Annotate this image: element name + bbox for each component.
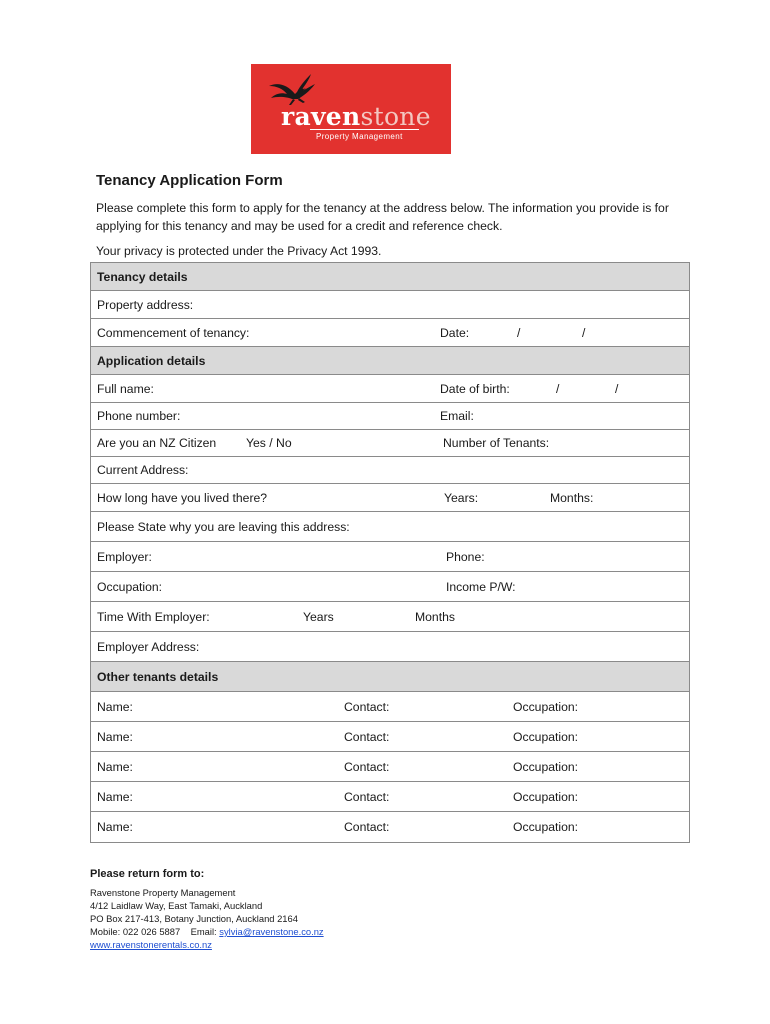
field-label: Phone number: [97, 409, 181, 423]
section-title: Other tenants details [97, 669, 219, 684]
property-address-field[interactable] [91, 291, 689, 319]
field-label: Occupation: [513, 729, 579, 744]
field-label: Commencement of tenancy: [97, 325, 250, 340]
section-header-tenancy [91, 263, 689, 291]
field-label: Are you an NZ Citizen [97, 436, 217, 450]
field-label: Contact: [344, 699, 390, 714]
employer-address-field[interactable] [91, 632, 689, 662]
website-link[interactable]: www.ravenstonerentals.co.nz [90, 939, 212, 950]
return-company: Ravenstone Property Management [90, 887, 236, 898]
return-address-block [90, 868, 324, 951]
application-form [90, 262, 690, 843]
other-tenant-row[interactable] [91, 782, 689, 812]
other-tenant-row[interactable] [91, 692, 689, 722]
field-label: Contact: [344, 729, 390, 744]
field-label: Date of birth: [440, 381, 510, 396]
email-label: Email: [190, 926, 217, 937]
field-label: Name: [97, 699, 133, 714]
field-label: Please State why you are leaving this address: [97, 519, 350, 534]
phone-number-field[interactable] [91, 403, 689, 430]
how-long-field[interactable] [91, 484, 689, 512]
logo-wordmark: ravenstone [281, 102, 431, 131]
field-label: Name: [97, 820, 133, 834]
privacy-text: Your privacy is protected under the Privacy Act 1993. [96, 244, 382, 258]
field-label: Occupation: [97, 579, 163, 594]
field-label: Contact: [344, 820, 390, 834]
date-separator: / [517, 325, 521, 340]
return-contact-line [90, 925, 324, 938]
field-label: Occupation: [513, 699, 579, 714]
field-label: Years [303, 609, 334, 624]
field-label: Occupation: [513, 789, 579, 804]
field-label: Full name: [97, 381, 154, 396]
return-po-box: PO Box 217-413, Botany Junction, Auckland 2164 [90, 913, 298, 924]
field-label: Name: [97, 729, 133, 744]
commencement-field[interactable] [91, 319, 689, 347]
company-logo [251, 64, 451, 154]
return-title: Please return form to: [90, 868, 205, 880]
field-label: Time With Employer: [97, 609, 210, 624]
field-label: Years: [444, 490, 479, 505]
field-label: Contact: [344, 759, 390, 774]
field-label: Email: [440, 409, 474, 423]
current-address-field[interactable] [91, 457, 689, 484]
field-label: Employer Address: [97, 639, 200, 654]
field-label: Property address: [97, 297, 194, 312]
field-label: Occupation: [513, 820, 579, 834]
employer-field[interactable] [91, 542, 689, 572]
section-title: Tenancy details [97, 269, 188, 284]
field-label: Employer: [97, 549, 152, 564]
field-label: Months [415, 609, 455, 624]
field-label: Number of Tenants: [443, 436, 550, 450]
field-label: Income P/W: [446, 579, 516, 594]
other-tenant-row[interactable] [91, 752, 689, 782]
field-label: Name: [97, 759, 133, 774]
field-label: Contact: [344, 789, 390, 804]
nz-citizen-field[interactable] [91, 430, 689, 457]
field-label: Date: [440, 325, 470, 340]
field-label: Current Address: [97, 463, 189, 477]
form-title: Tenancy Application Form [96, 172, 283, 189]
other-tenant-row[interactable] [91, 812, 689, 842]
full-name-field[interactable] [91, 375, 689, 403]
email-link[interactable]: sylvia@ravenstone.co.nz [219, 926, 324, 937]
date-separator: / [615, 381, 619, 396]
section-title: Application details [97, 353, 206, 368]
section-header-application [91, 347, 689, 375]
occupation-field[interactable] [91, 572, 689, 602]
mobile-number: Mobile: 022 026 5887 [90, 926, 181, 937]
field-label: Occupation: [513, 759, 579, 774]
return-street: 4/12 Laidlaw Way, East Tamaki, Auckland [90, 900, 263, 911]
intro-text: Please complete this form to apply for the tenancy at the address below. The information you provide is for applying for this tenancy and may be used for a credit and reference check. [96, 201, 669, 233]
logo-tagline: Property Management [316, 132, 403, 141]
time-with-employer-field[interactable] [91, 602, 689, 632]
field-label: Phone: [446, 549, 485, 564]
field-label: Months: [550, 490, 594, 505]
other-tenant-row[interactable] [91, 722, 689, 752]
section-header-other-tenants [91, 662, 689, 692]
field-label: Name: [97, 789, 133, 804]
field-label: How long have you lived there? [97, 490, 268, 505]
why-leaving-field[interactable] [91, 512, 689, 542]
yes-no-option[interactable]: Yes / No [246, 436, 292, 450]
date-separator: / [556, 381, 560, 396]
date-separator: / [582, 325, 586, 340]
